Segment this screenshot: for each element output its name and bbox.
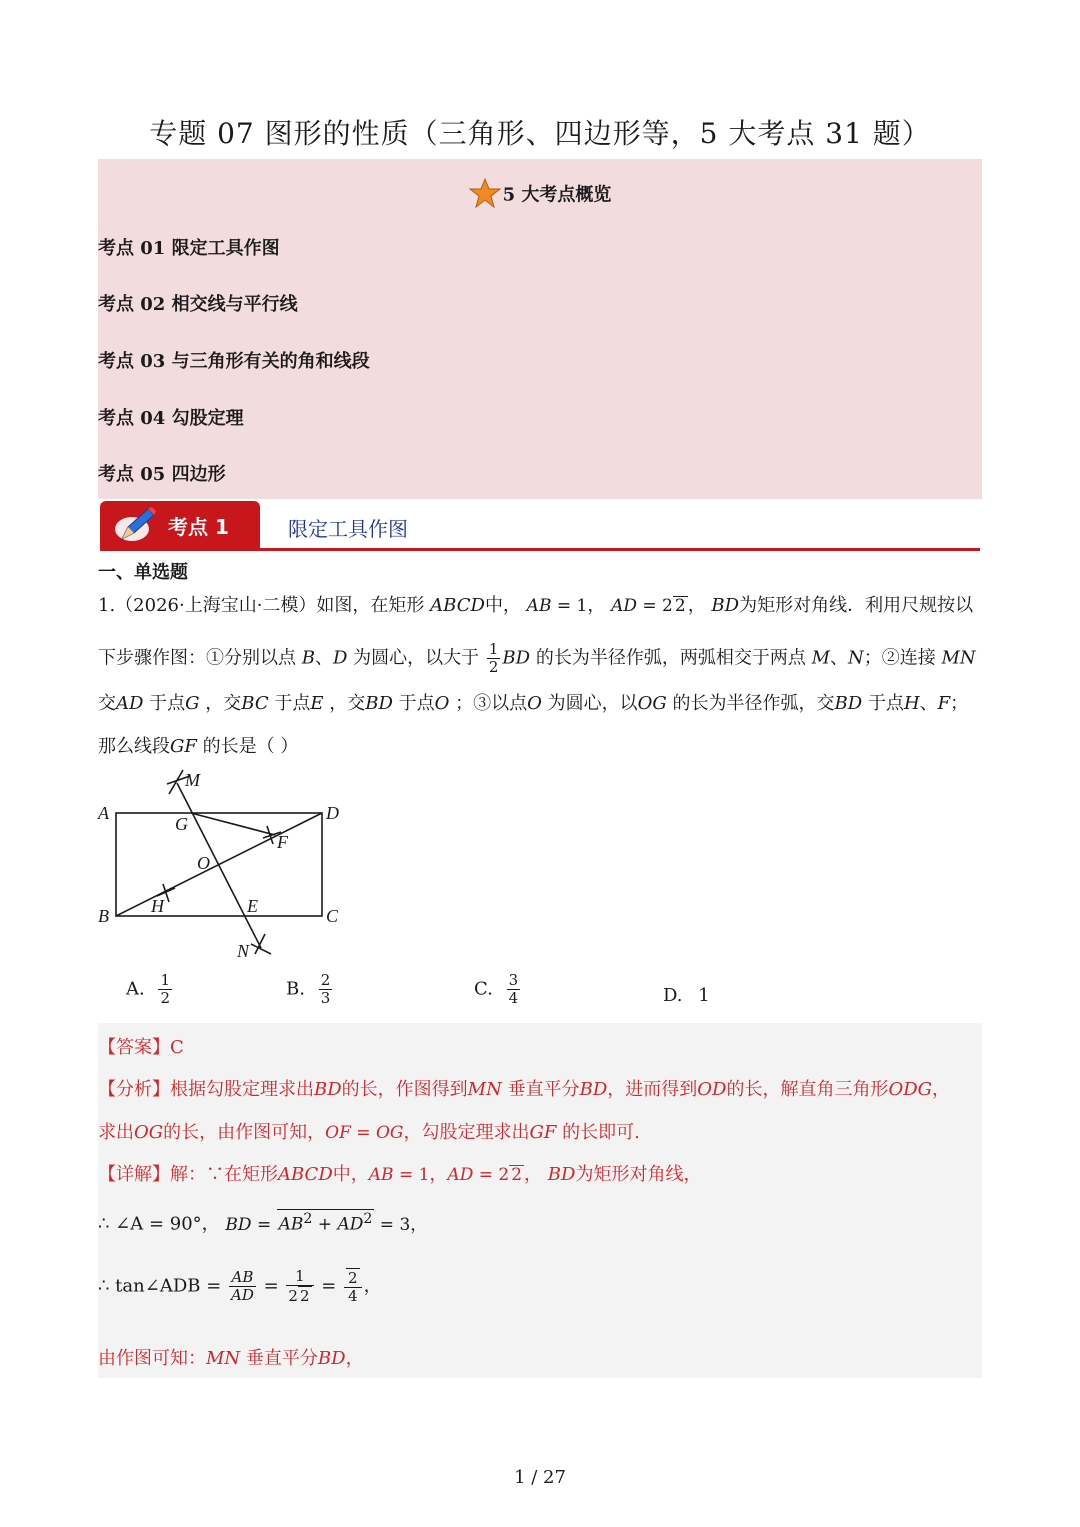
kaodian-header <box>100 501 980 553</box>
kaodian-badge-label: 考点 1 <box>168 515 229 539</box>
text: ，交 <box>329 693 366 714</box>
answer-panel <box>98 1023 982 1378</box>
text: 的长，作图得到 <box>341 1079 468 1100</box>
detail-line-3: ∴ tan∠ADB = $\frac{AB}{AD}$ = $\frac{1}{2 2}$ = $\frac{2}{4}$ ， <box>98 1267 382 1305</box>
detail-line-4: 由作图可知：MN 垂直平分BD， <box>98 1348 364 1369</box>
text: 垂直平分 <box>245 1348 318 1369</box>
text: 的长，由作图可知， <box>163 1122 326 1143</box>
arc-n <box>251 934 271 954</box>
text: 由作图可知： <box>98 1348 206 1369</box>
kaodian-badge <box>100 501 260 549</box>
choice-num: 2 <box>320 971 331 989</box>
analysis-line-1: 【分析】根据勾股定理求出BD的长，作图得到MN 垂直平分BD，进而得到OD的长，解直角三角形ODG， <box>98 1079 951 1100</box>
line-gf <box>191 813 275 835</box>
overview-item: 考点 05 四边形 <box>98 464 226 485</box>
question-line-2: 下步骤作图：①分别以点 B、D 为圆心，以大于 $\frac{1}{2}$ BD 的长为半径作弧，两弧相交于两点 M、N；②连接 MN <box>98 640 976 676</box>
text: 交 <box>98 693 116 714</box>
question-line-4: 那么线段GF 的长是（ ） <box>98 736 299 757</box>
answer-line <box>98 1033 184 1059</box>
label-m: M <box>185 770 200 790</box>
analysis-tag: 【分析】 <box>98 1079 170 1100</box>
label-n: N <box>237 941 250 961</box>
text: 于点 <box>149 693 186 714</box>
overview-heading <box>98 177 982 214</box>
kaodian-divider <box>100 548 980 551</box>
text: 那么线段 <box>98 736 170 757</box>
choice-den: 2 <box>160 989 171 1007</box>
text: ， <box>345 1348 364 1369</box>
choice-num: 1 <box>160 971 171 989</box>
text: 中， <box>332 1164 369 1185</box>
label-c: C <box>326 906 339 926</box>
choice-c[interactable] <box>474 972 522 1007</box>
text: 、 <box>314 647 333 669</box>
star-icon <box>469 177 501 214</box>
geometry-figure <box>95 768 355 963</box>
text: ；②连接 <box>863 647 936 669</box>
detail-line-1: 【详解】解：∵在矩形ABCD中，AB = 1，AD = 2 2 ， BD为矩形对角线， <box>98 1164 702 1185</box>
choice-label: B. <box>286 978 305 1000</box>
question-line-3: 交AD 于点G ，交BC 于点E ，交BD 于点O ；③以点O 为圆心，以OG 的长为半径作弧，交BD 于点H、F； <box>98 693 969 714</box>
detail-line-2: ∴ ∠A = 90°， BD = $AB^2 + AD^2 = 3$， <box>98 1211 428 1235</box>
text: 的长为半径作弧，两弧相交于两点 <box>535 647 806 669</box>
text: ， <box>429 1164 448 1185</box>
choice-label: A. <box>126 978 145 1000</box>
answer-value: C <box>170 1037 184 1058</box>
text: 为矩形对角线， <box>575 1164 702 1185</box>
text: 于点 <box>274 693 311 714</box>
overview-item: 考点 03 与三角形有关的角和线段 <box>98 351 370 372</box>
choice-label: C. <box>474 978 493 1000</box>
overview-heading-text: 5 大考点概览 <box>502 184 612 206</box>
text: 垂直平分 <box>507 1079 580 1100</box>
text: ∴ ∠A = 90°， <box>98 1213 220 1235</box>
label-d: D <box>326 803 339 823</box>
text: ∴ tan∠ADB = <box>98 1275 222 1297</box>
text: 的长是（ ） <box>202 736 299 757</box>
text: ；③以点 <box>455 693 528 714</box>
text: 为圆心，以大于 <box>353 647 480 669</box>
question-line-1: 1.（2026·上海宝山·二模）如图，在矩形 ABCD中， AB = 1， AD = 2 2 ， BD为矩形对角线．利用尺规按以 <box>98 595 974 616</box>
text: ， <box>587 595 606 616</box>
line-mn <box>177 783 261 948</box>
label-h: H <box>151 896 164 916</box>
text: 于点 <box>867 693 904 714</box>
text: ，进而得到 <box>607 1079 698 1100</box>
text: 解：∵在矩形 <box>170 1164 278 1185</box>
overview-item: 考点 01 限定工具作图 <box>98 238 280 259</box>
text: ，交 <box>205 693 242 714</box>
overview-item: 考点 02 相交线与平行线 <box>98 294 298 315</box>
text: 为圆心，以 <box>547 693 638 714</box>
answer-tag: 【答案】 <box>98 1037 170 1058</box>
choice-den: 4 <box>508 989 519 1007</box>
text: 根据勾股定理求出 <box>170 1079 314 1100</box>
text: ， <box>932 1079 951 1100</box>
page-number: 1 / 27 <box>514 1467 566 1488</box>
text: ，勾股定理求出 <box>403 1122 530 1143</box>
label-o: O <box>197 853 210 873</box>
pencil-icon <box>114 505 158 545</box>
choice-num: 3 <box>508 971 519 989</box>
analysis-line-2: 求出OG的长，由作图可知，OF = OG，勾股定理求出GF 的长即可. <box>98 1122 640 1143</box>
text: 中， <box>484 595 521 616</box>
text: 为矩形对角线．利用尺规按以 <box>739 595 974 616</box>
detail-tag: 【详解】 <box>98 1164 170 1185</box>
text: 的长为半径作弧，交 <box>672 693 835 714</box>
choice-d[interactable] <box>663 985 710 1006</box>
document-title: 专题 07 图形的性质（三角形、四边形等，5 大考点 31 题） <box>149 117 931 150</box>
text: 的长即可. <box>562 1122 640 1143</box>
label-g: G <box>175 814 188 834</box>
choice-den: 3 <box>320 989 331 1007</box>
text: 求出 <box>98 1122 134 1143</box>
text: 下步骤作图：①分别以点 <box>98 647 296 669</box>
text: 1.（2026·上海宝山·二模）如图，在矩形 <box>98 595 425 616</box>
text: 的长，解直角三角形 <box>726 1079 889 1100</box>
choice-value: 1 <box>698 985 710 1006</box>
overview-panel <box>98 159 982 499</box>
kaodian-title: 限定工具作图 <box>288 517 408 541</box>
choice-label: D. <box>663 985 683 1006</box>
label-a: A <box>98 803 109 823</box>
label-e: E <box>247 896 258 916</box>
section-heading: 一、单选题 <box>98 562 188 583</box>
text: 于点 <box>398 693 435 714</box>
choice-b[interactable] <box>286 972 334 1007</box>
overview-item: 考点 04 勾股定理 <box>98 408 244 429</box>
choice-a[interactable] <box>126 972 174 1007</box>
label-f: F <box>277 832 288 852</box>
text: ； <box>950 693 969 714</box>
label-b: B <box>98 906 109 926</box>
